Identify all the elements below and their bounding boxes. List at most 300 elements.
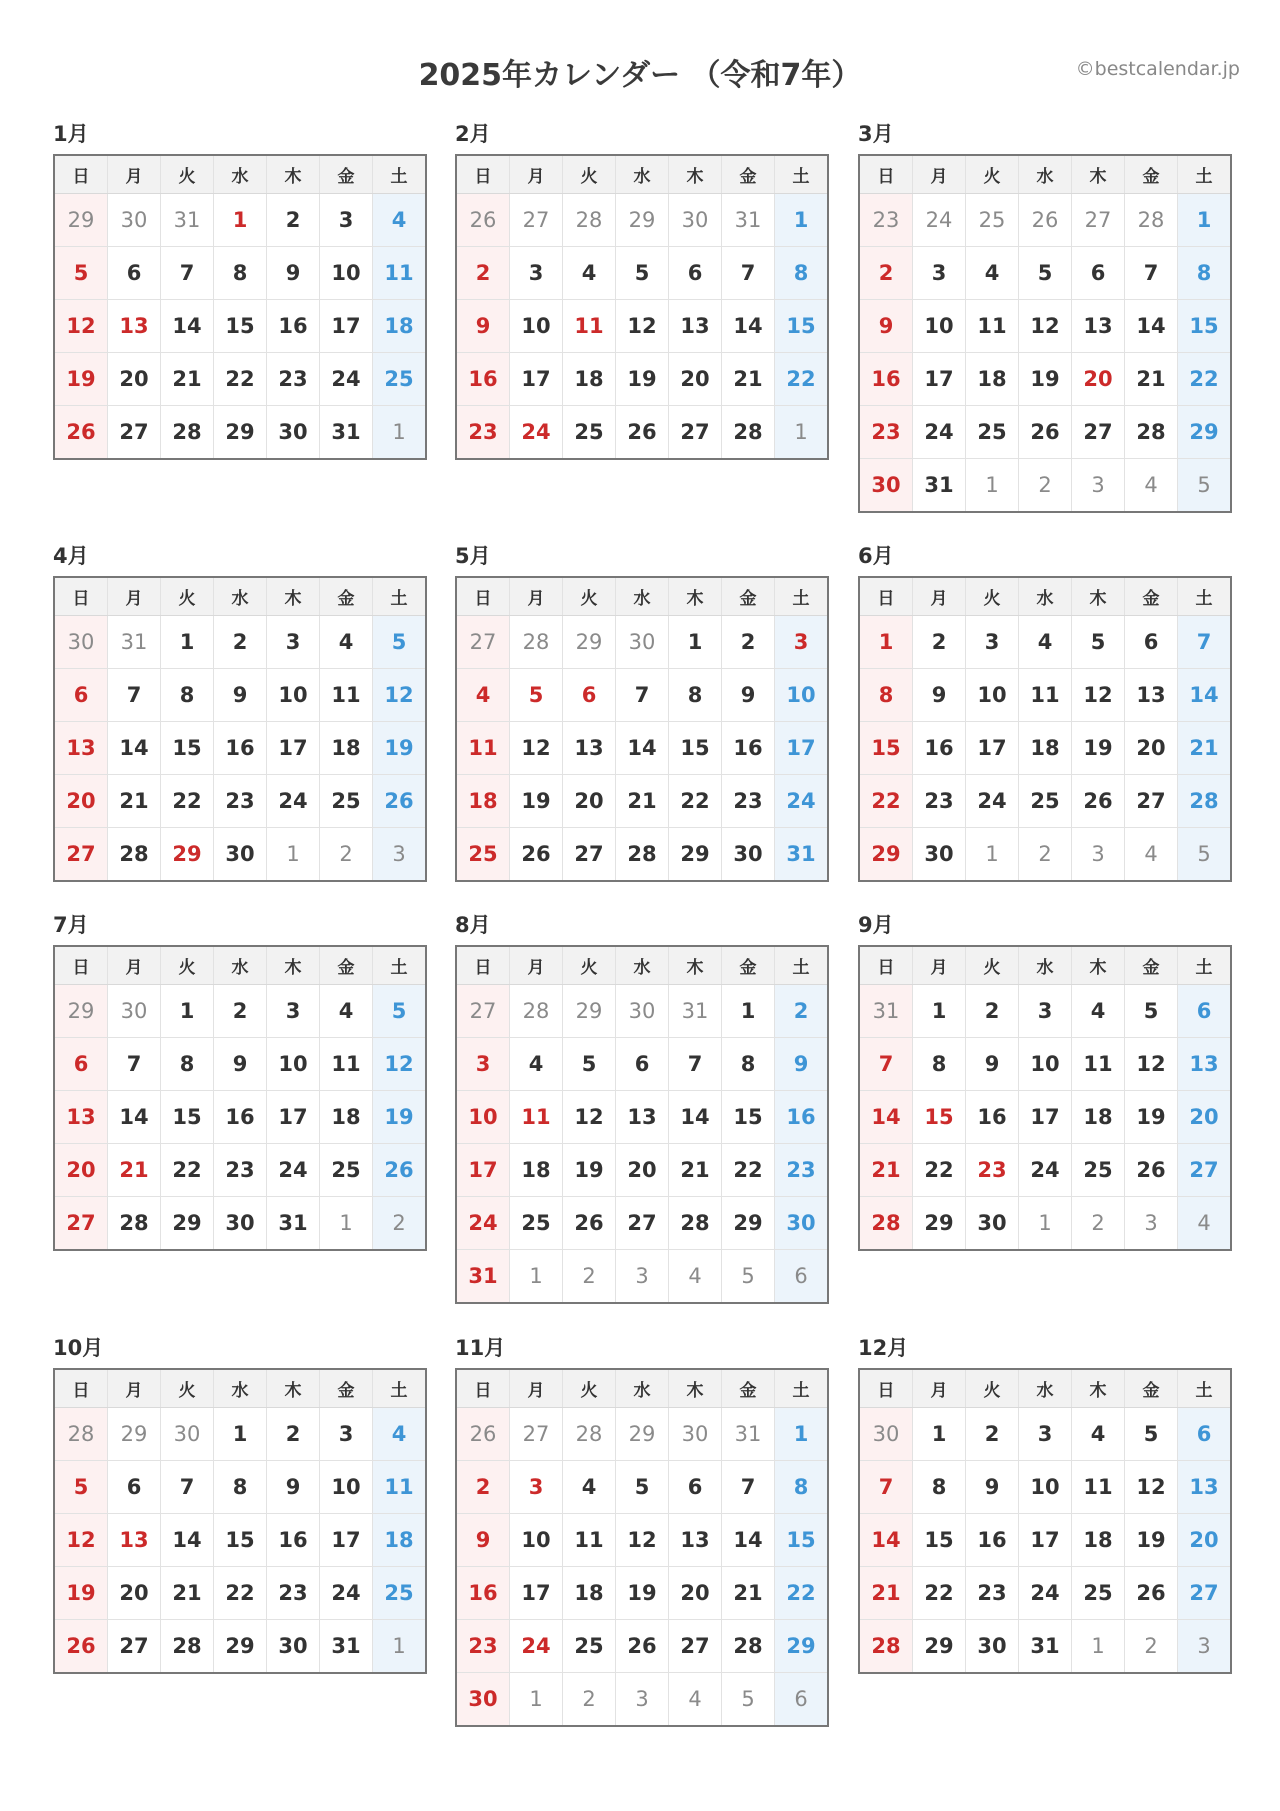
- day-cell: 24: [913, 194, 966, 247]
- day-cell: 17: [267, 722, 320, 775]
- week-row: [456, 1038, 828, 1091]
- weekday-header: 火: [563, 1369, 616, 1408]
- day-cell: 25: [1019, 775, 1072, 828]
- day-cell: 27: [456, 985, 510, 1038]
- week-row: [54, 1408, 426, 1461]
- day-cell: 31: [669, 985, 722, 1038]
- weekday-header-row: [456, 946, 828, 985]
- day-cell: 2: [214, 985, 267, 1038]
- weekday-header: 土: [775, 155, 829, 194]
- day-cell: 10: [775, 669, 829, 722]
- week-row: [456, 985, 828, 1038]
- day-cell: 15: [775, 300, 829, 353]
- day-cell: 8: [913, 1461, 966, 1514]
- weekday-header: 木: [669, 155, 722, 194]
- day-cell: 5: [373, 985, 427, 1038]
- day-cell: 2: [775, 985, 829, 1038]
- day-cell: 10: [320, 247, 373, 300]
- day-cell: 24: [510, 1620, 563, 1673]
- day-cell: 16: [913, 722, 966, 775]
- day-cell: 31: [722, 1408, 775, 1461]
- weekday-header: 木: [267, 946, 320, 985]
- day-cell: 29: [54, 194, 108, 247]
- weekday-header: 金: [722, 577, 775, 616]
- weekday-header: 月: [510, 155, 563, 194]
- weekday-header: 水: [616, 946, 669, 985]
- week-row: [859, 828, 1231, 882]
- day-cell: 19: [1125, 1091, 1178, 1144]
- day-cell: 18: [320, 722, 373, 775]
- day-cell: 17: [456, 1144, 510, 1197]
- weekday-header: 水: [214, 946, 267, 985]
- day-cell: 28: [1178, 775, 1232, 828]
- day-cell: 15: [722, 1091, 775, 1144]
- week-row: [859, 775, 1231, 828]
- day-cell: 3: [775, 616, 829, 669]
- week-row: [456, 775, 828, 828]
- day-cell: 23: [267, 353, 320, 406]
- week-row: [54, 616, 426, 669]
- weekday-header-row: [456, 1369, 828, 1408]
- week-row: [456, 353, 828, 406]
- day-cell: 10: [1019, 1461, 1072, 1514]
- day-cell: 27: [1072, 194, 1125, 247]
- day-cell: 9: [775, 1038, 829, 1091]
- day-cell: 4: [1125, 459, 1178, 513]
- day-cell: 14: [859, 1514, 913, 1567]
- day-cell: 19: [510, 775, 563, 828]
- day-cell: 31: [320, 1620, 373, 1674]
- week-row: [456, 1461, 828, 1514]
- week-row: [859, 1038, 1231, 1091]
- day-cell: 23: [859, 406, 913, 459]
- day-cell: 8: [913, 1038, 966, 1091]
- weekday-header: 土: [775, 1369, 829, 1408]
- day-cell: 2: [563, 1250, 616, 1304]
- day-cell: 29: [616, 1408, 669, 1461]
- day-cell: 22: [913, 1144, 966, 1197]
- day-cell: 30: [214, 1197, 267, 1251]
- day-cell: 19: [1019, 353, 1072, 406]
- day-cell: 18: [563, 353, 616, 406]
- day-cell: 27: [1178, 1144, 1232, 1197]
- day-cell: 7: [722, 247, 775, 300]
- day-cell: 1: [510, 1673, 563, 1727]
- day-cell: 15: [161, 1091, 214, 1144]
- day-cell: 8: [214, 247, 267, 300]
- day-cell: 4: [1072, 1408, 1125, 1461]
- day-cell: 25: [966, 194, 1019, 247]
- day-cell: 31: [913, 459, 966, 513]
- day-cell: 2: [456, 1461, 510, 1514]
- day-cell: 26: [1125, 1567, 1178, 1620]
- day-cell: 3: [1019, 1408, 1072, 1461]
- weekday-header: 日: [54, 577, 108, 616]
- day-cell: 20: [616, 1144, 669, 1197]
- day-cell: 26: [456, 1408, 510, 1461]
- weekday-header: 金: [320, 946, 373, 985]
- day-cell: 31: [320, 406, 373, 460]
- day-cell: 26: [1125, 1144, 1178, 1197]
- day-cell: 13: [108, 1514, 161, 1567]
- day-cell: 15: [669, 722, 722, 775]
- day-cell: 28: [859, 1620, 913, 1674]
- day-cell: 6: [775, 1673, 829, 1727]
- day-cell: 22: [913, 1567, 966, 1620]
- weekday-header: 日: [859, 946, 913, 985]
- day-cell: 1: [913, 985, 966, 1038]
- day-cell: 20: [563, 775, 616, 828]
- day-cell: 1: [775, 194, 829, 247]
- day-cell: 26: [1019, 194, 1072, 247]
- day-cell: 1: [373, 1620, 427, 1674]
- day-cell: 30: [108, 194, 161, 247]
- day-cell: 5: [1178, 459, 1232, 513]
- day-cell: 9: [456, 300, 510, 353]
- weekday-header: 水: [214, 155, 267, 194]
- day-cell: 27: [54, 828, 108, 882]
- day-cell: 23: [966, 1144, 1019, 1197]
- day-cell: 16: [214, 1091, 267, 1144]
- day-cell: 31: [267, 1197, 320, 1251]
- weekday-header: 火: [966, 946, 1019, 985]
- week-row: [859, 985, 1231, 1038]
- day-cell: 7: [669, 1038, 722, 1091]
- weekday-header: 火: [966, 1369, 1019, 1408]
- month-label: 5月: [455, 544, 491, 568]
- weekday-header: 金: [1125, 946, 1178, 985]
- day-cell: 12: [54, 1514, 108, 1567]
- week-row: [456, 1197, 828, 1250]
- day-cell: 19: [1072, 722, 1125, 775]
- day-cell: 28: [54, 1408, 108, 1461]
- day-cell: 13: [108, 300, 161, 353]
- day-cell: 1: [775, 406, 829, 460]
- day-cell: 30: [966, 1197, 1019, 1251]
- month-label: 12月: [858, 1336, 909, 1360]
- day-cell: 21: [1178, 722, 1232, 775]
- day-cell: 20: [669, 353, 722, 406]
- day-cell: 29: [913, 1620, 966, 1674]
- day-cell: 29: [214, 1620, 267, 1674]
- day-cell: 6: [108, 1461, 161, 1514]
- weekday-header: 日: [54, 946, 108, 985]
- weekday-header: 土: [1178, 155, 1232, 194]
- day-cell: 3: [1019, 985, 1072, 1038]
- week-row: [54, 669, 426, 722]
- day-cell: 31: [859, 985, 913, 1038]
- day-cell: 11: [510, 1091, 563, 1144]
- month-table: [455, 945, 829, 1304]
- day-cell: 11: [563, 1514, 616, 1567]
- day-cell: 11: [456, 722, 510, 775]
- day-cell: 16: [966, 1091, 1019, 1144]
- day-cell: 23: [456, 1620, 510, 1673]
- day-cell: 5: [1125, 1408, 1178, 1461]
- month-table: [858, 945, 1232, 1251]
- day-cell: 4: [510, 1038, 563, 1091]
- day-cell: 23: [214, 1144, 267, 1197]
- day-cell: 12: [1125, 1038, 1178, 1091]
- weekday-header: 月: [510, 577, 563, 616]
- week-row: [456, 194, 828, 247]
- day-cell: 23: [722, 775, 775, 828]
- day-cell: 1: [214, 194, 267, 247]
- day-cell: 5: [510, 669, 563, 722]
- month-block: [858, 122, 1232, 513]
- day-cell: 18: [320, 1091, 373, 1144]
- week-row: [456, 1144, 828, 1197]
- weekday-header: 水: [1019, 155, 1072, 194]
- month-block: [858, 544, 1232, 882]
- month-table: [53, 154, 427, 460]
- day-cell: 26: [616, 406, 669, 460]
- day-cell: 17: [775, 722, 829, 775]
- day-cell: 6: [1178, 985, 1232, 1038]
- day-cell: 4: [563, 1461, 616, 1514]
- day-cell: 1: [161, 985, 214, 1038]
- day-cell: 5: [54, 1461, 108, 1514]
- day-cell: 30: [722, 828, 775, 882]
- month-label: 7月: [53, 913, 89, 937]
- day-cell: 25: [966, 406, 1019, 459]
- day-cell: 28: [510, 616, 563, 669]
- day-cell: 13: [54, 722, 108, 775]
- day-cell: 30: [616, 616, 669, 669]
- day-cell: 12: [373, 1038, 427, 1091]
- weekday-header: 土: [1178, 946, 1232, 985]
- weekday-header-row: [859, 1369, 1231, 1408]
- day-cell: 2: [1125, 1620, 1178, 1674]
- day-cell: 7: [616, 669, 669, 722]
- day-cell: 28: [108, 828, 161, 882]
- day-cell: 9: [214, 669, 267, 722]
- day-cell: 18: [373, 300, 427, 353]
- day-cell: 30: [267, 1620, 320, 1674]
- day-cell: 29: [669, 828, 722, 882]
- week-row: [54, 353, 426, 406]
- day-cell: 13: [1125, 669, 1178, 722]
- day-cell: 14: [1125, 300, 1178, 353]
- day-cell: 6: [54, 1038, 108, 1091]
- day-cell: 8: [161, 669, 214, 722]
- day-cell: 30: [267, 406, 320, 460]
- weekday-header: 日: [456, 946, 510, 985]
- day-cell: 27: [510, 1408, 563, 1461]
- day-cell: 1: [1019, 1197, 1072, 1251]
- weekday-header: 木: [1072, 1369, 1125, 1408]
- day-cell: 28: [563, 194, 616, 247]
- day-cell: 3: [1072, 828, 1125, 882]
- week-row: [456, 1250, 828, 1304]
- day-cell: 6: [54, 669, 108, 722]
- day-cell: 24: [510, 406, 563, 460]
- weekday-header: 土: [775, 946, 829, 985]
- week-row: [456, 616, 828, 669]
- day-cell: 1: [859, 616, 913, 669]
- day-cell: 4: [373, 194, 427, 247]
- day-cell: 25: [320, 775, 373, 828]
- day-cell: 17: [1019, 1091, 1072, 1144]
- weekday-header-row: [859, 155, 1231, 194]
- day-cell: 4: [373, 1408, 427, 1461]
- day-cell: 22: [161, 1144, 214, 1197]
- week-row: [456, 828, 828, 882]
- day-cell: 21: [108, 1144, 161, 1197]
- day-cell: 31: [1019, 1620, 1072, 1674]
- day-cell: 26: [373, 1144, 427, 1197]
- day-cell: 31: [108, 616, 161, 669]
- day-cell: 23: [966, 1567, 1019, 1620]
- weekday-header-row: [456, 577, 828, 616]
- weekday-header: 木: [1072, 155, 1125, 194]
- day-cell: 29: [214, 406, 267, 460]
- day-cell: 29: [108, 1408, 161, 1461]
- week-row: [859, 300, 1231, 353]
- month-label: 4月: [53, 544, 89, 568]
- weekday-header: 木: [1072, 577, 1125, 616]
- day-cell: 5: [616, 247, 669, 300]
- weekday-header: 金: [1125, 1369, 1178, 1408]
- day-cell: 10: [913, 300, 966, 353]
- day-cell: 26: [1019, 406, 1072, 459]
- weekday-header: 火: [563, 946, 616, 985]
- day-cell: 20: [669, 1567, 722, 1620]
- day-cell: 8: [775, 1461, 829, 1514]
- weekday-header: 火: [161, 1369, 214, 1408]
- day-cell: 1: [1178, 194, 1232, 247]
- day-cell: 17: [966, 722, 1019, 775]
- day-cell: 24: [913, 406, 966, 459]
- weekday-header: 木: [267, 155, 320, 194]
- day-cell: 2: [1019, 828, 1072, 882]
- weekday-header: 金: [320, 155, 373, 194]
- weekday-header-row: [859, 577, 1231, 616]
- day-cell: 19: [373, 722, 427, 775]
- day-cell: 1: [320, 1197, 373, 1251]
- month-label: 8月: [455, 913, 491, 937]
- day-cell: 20: [108, 1567, 161, 1620]
- weekday-header: 水: [214, 577, 267, 616]
- day-cell: 3: [267, 985, 320, 1038]
- day-cell: 27: [616, 1197, 669, 1250]
- day-cell: 2: [563, 1673, 616, 1727]
- day-cell: 5: [616, 1461, 669, 1514]
- week-row: [456, 722, 828, 775]
- weekday-header: 水: [616, 577, 669, 616]
- day-cell: 18: [563, 1567, 616, 1620]
- weekday-header: 木: [267, 577, 320, 616]
- day-cell: 7: [161, 1461, 214, 1514]
- week-row: [54, 1461, 426, 1514]
- day-cell: 2: [267, 1408, 320, 1461]
- day-cell: 16: [456, 1567, 510, 1620]
- weekday-header: 金: [1125, 577, 1178, 616]
- day-cell: 23: [456, 406, 510, 460]
- month-block: [455, 544, 829, 882]
- day-cell: 22: [859, 775, 913, 828]
- day-cell: 18: [966, 353, 1019, 406]
- day-cell: 16: [966, 1514, 1019, 1567]
- day-cell: 6: [775, 1250, 829, 1304]
- week-row: [456, 1514, 828, 1567]
- month-table: [53, 945, 427, 1251]
- day-cell: 29: [722, 1197, 775, 1250]
- month-table: [53, 1368, 427, 1674]
- day-cell: 14: [722, 1514, 775, 1567]
- day-cell: 29: [775, 1620, 829, 1673]
- day-cell: 25: [373, 353, 427, 406]
- weekday-header: 金: [320, 1369, 373, 1408]
- day-cell: 2: [966, 1408, 1019, 1461]
- week-row: [859, 406, 1231, 459]
- week-row: [859, 459, 1231, 513]
- weekday-header: 日: [456, 577, 510, 616]
- day-cell: 30: [108, 985, 161, 1038]
- week-row: [456, 1091, 828, 1144]
- day-cell: 2: [214, 616, 267, 669]
- day-cell: 28: [669, 1197, 722, 1250]
- week-row: [54, 775, 426, 828]
- week-row: [859, 1091, 1231, 1144]
- weekday-header: 水: [616, 155, 669, 194]
- day-cell: 15: [859, 722, 913, 775]
- day-cell: 17: [320, 300, 373, 353]
- weekday-header: 金: [722, 946, 775, 985]
- weekday-header: 木: [669, 577, 722, 616]
- day-cell: 28: [722, 406, 775, 460]
- weekday-header: 月: [913, 155, 966, 194]
- day-cell: 16: [722, 722, 775, 775]
- day-cell: 13: [669, 1514, 722, 1567]
- day-cell: 28: [108, 1197, 161, 1251]
- day-cell: 4: [456, 669, 510, 722]
- day-cell: 4: [563, 247, 616, 300]
- day-cell: 10: [267, 669, 320, 722]
- day-cell: 24: [1019, 1567, 1072, 1620]
- day-cell: 9: [214, 1038, 267, 1091]
- weekday-header: 土: [1178, 577, 1232, 616]
- day-cell: 7: [161, 247, 214, 300]
- day-cell: 9: [267, 1461, 320, 1514]
- day-cell: 19: [616, 1567, 669, 1620]
- weekday-header: 水: [1019, 1369, 1072, 1408]
- day-cell: 15: [1178, 300, 1232, 353]
- day-cell: 3: [456, 1038, 510, 1091]
- week-row: [456, 300, 828, 353]
- day-cell: 3: [373, 828, 427, 882]
- day-cell: 2: [267, 194, 320, 247]
- day-cell: 19: [373, 1091, 427, 1144]
- day-cell: 24: [775, 775, 829, 828]
- day-cell: 29: [1178, 406, 1232, 459]
- weekday-header-row: [54, 1369, 426, 1408]
- day-cell: 30: [214, 828, 267, 882]
- day-cell: 24: [267, 1144, 320, 1197]
- day-cell: 14: [161, 1514, 214, 1567]
- weekday-header: 火: [966, 577, 1019, 616]
- day-cell: 14: [108, 1091, 161, 1144]
- day-cell: 27: [669, 406, 722, 460]
- month-table: [455, 576, 829, 882]
- day-cell: 13: [669, 300, 722, 353]
- day-cell: 1: [966, 828, 1019, 882]
- day-cell: 29: [161, 828, 214, 882]
- weekday-header: 月: [108, 1369, 161, 1408]
- day-cell: 31: [775, 828, 829, 882]
- day-cell: 22: [214, 1567, 267, 1620]
- day-cell: 19: [54, 353, 108, 406]
